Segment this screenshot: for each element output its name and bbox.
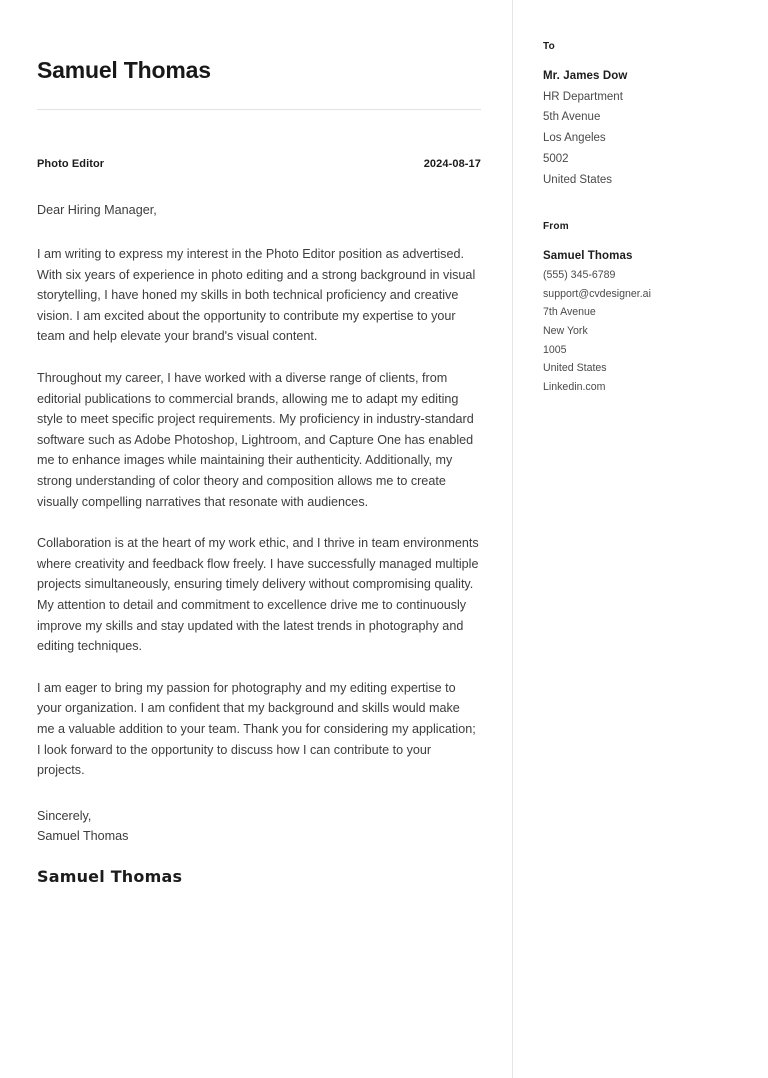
sender-address-line: 1005 xyxy=(543,343,567,356)
sender-address-line: New York xyxy=(543,325,588,337)
body-paragraph: I am eager to bring my passion for photography and my editing expertise to your organization. I am confident that my background and skills would make me a valuable addition to your team. Thank you for considering my application; I look forward to the opportunity to discuss how I can contribute to your projects. xyxy=(37,680,476,778)
closing-salutation: Sincerely, xyxy=(37,808,92,823)
recipient-address-line: 5th Avenue xyxy=(543,111,601,124)
letter-date: 2024-08-17 xyxy=(423,158,481,171)
sender-phone: (555) 345-6789 xyxy=(543,269,616,282)
letter-body xyxy=(37,204,479,885)
body-paragraph: Throughout my career, I have worked with a diverse range of clients, from editorial publications to commercial brands, allowing me to adapt my editing style to meet specific project requirements. My proficiency in industry-standard software such as Adobe Photoshop, Lightroom, and Capture One has enabled me to enhance images while maintaining their authenticity. Additionally, my strong understanding of color theory and composition allows me to create visually compelling narratives that resonate with audiences. xyxy=(37,371,474,509)
job-title: Photo Editor xyxy=(37,158,105,171)
sender-address-block xyxy=(543,246,748,396)
page-title: Samuel Thomas xyxy=(37,57,211,83)
sender-website: Linkedin.com xyxy=(543,380,606,393)
sender-name: Samuel Thomas xyxy=(543,250,633,263)
subject-row xyxy=(37,158,481,170)
recipient-address-line: United States xyxy=(543,173,613,186)
recipient-name: Mr. James Dow xyxy=(543,70,628,82)
recipient-address-line: 5002 xyxy=(543,152,569,165)
closing-name: Samuel Thomas xyxy=(37,829,129,844)
salutation: Dear Hiring Manager, xyxy=(37,203,157,218)
recipient-heading: To xyxy=(543,41,555,52)
body-paragraph: Collaboration is at the heart of my work ethic, and I thrive in team environments where creativity and feedback flow freely. I have successfully managed multiple projects simultaneously, ensuring timely delivery without compromising quality. My attention to detail and commitment to excellence drive me to continuously improve my skills and stay updated with the latest trends in photography and editing techniques. xyxy=(37,536,479,654)
header-divider xyxy=(37,109,481,110)
signature: Samuel Thomas xyxy=(37,866,183,886)
closing-block xyxy=(37,806,479,847)
sender-address-line: 7th Avenue xyxy=(543,306,596,319)
body-paragraph: I am writing to express my interest in the Photo Editor position as advertised. With six years of experience in photo editing and a strong background in visual storytelling, I have honed my skills in both technical proficiency and creative vision. I am excited about the opportunity to contribute my expertise to your team and help elevate your brand's visual content. xyxy=(37,247,476,344)
letter-sidebar-column xyxy=(513,0,768,1078)
recipient-address-block xyxy=(543,66,748,190)
sender-heading: From xyxy=(543,221,569,233)
recipient-address-line: Los Angeles xyxy=(543,132,606,145)
sender-address-line: United States xyxy=(543,362,607,375)
sender-email: support@cvdesigner.ai xyxy=(543,287,651,300)
recipient-address-line: HR Department xyxy=(543,90,623,103)
